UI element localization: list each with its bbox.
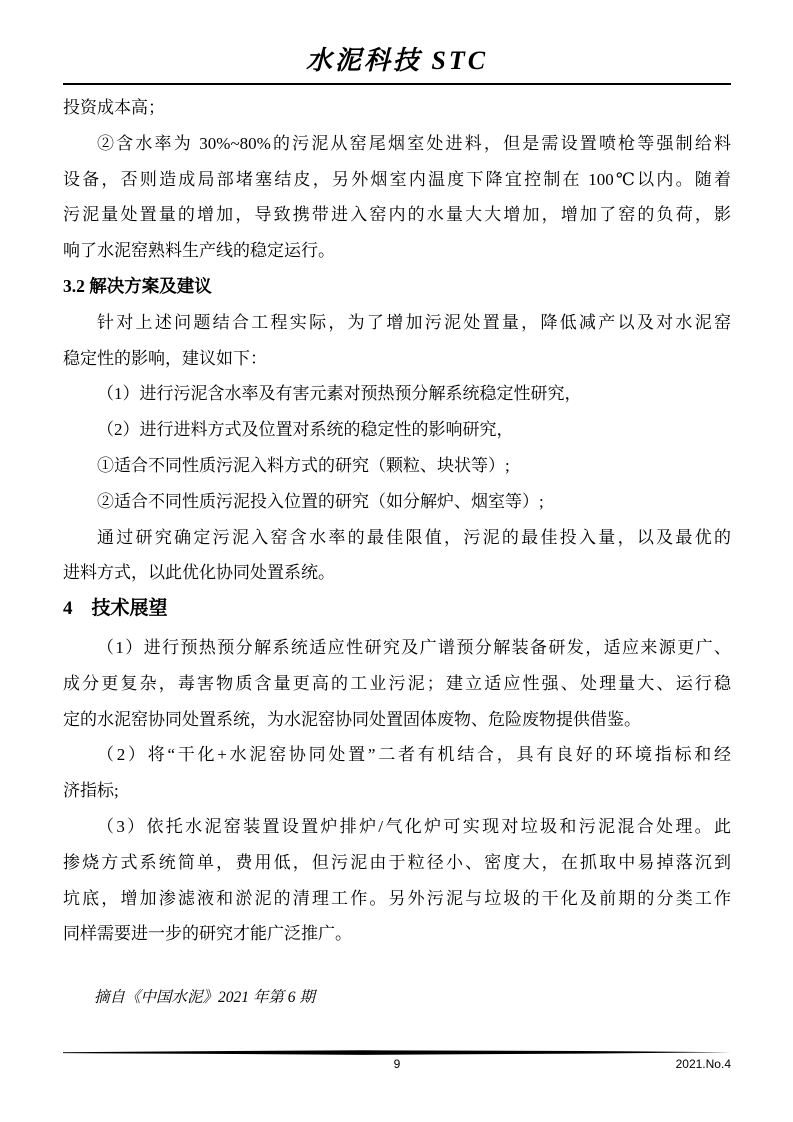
paragraph xyxy=(63,305,731,377)
text-line: ②含水率为 30%~80%的污泥从窑尾烟室处进料，但是需设置喷枪等强制给料 xyxy=(97,133,731,153)
page-number: 9 xyxy=(393,1057,401,1071)
text-line: 污泥量处置量的增加，导致携带进入窑内的水量大大增加，增加了窑的负荷，影 xyxy=(63,205,731,225)
page-footer xyxy=(63,1050,731,1074)
page-header xyxy=(0,0,793,85)
text-line: 3.2 解决方案及建议 xyxy=(63,275,212,296)
text-line: 摘自《中国水泥》2021 年第 6 期 xyxy=(94,989,315,1007)
text-line: 成分更复杂，毒害物质含量更高的工业污泥；建立适应性强、处理量大、运行稳 xyxy=(63,673,731,693)
footer-row xyxy=(63,1056,731,1074)
paragraph xyxy=(63,520,731,592)
journal-title: 水泥科技 STC xyxy=(305,46,489,75)
paragraph xyxy=(63,484,731,520)
paragraph xyxy=(63,412,731,448)
section-heading xyxy=(63,591,731,627)
text-line: 掺烧方式系统简单，费用低，但污泥由于粒径小、密度大，在抓取中易掉落沉到 xyxy=(63,852,731,872)
issue-label: 2021.No.4 xyxy=(675,1057,731,1071)
text-line: （2）将“干化+水泥窑协同处置”二者有机结合，具有良好的环境指标和经 xyxy=(97,745,731,765)
document-body xyxy=(0,85,793,1016)
text-line: 稳定性的影响，建议如下： xyxy=(63,348,267,368)
text-line: ②适合不同性质污泥投入位置的研究（如分解炉、烟室等）; xyxy=(97,491,544,511)
paragraph xyxy=(63,90,731,126)
source-note xyxy=(63,980,731,1016)
text-line: ①适合不同性质污泥入料方式的研究（颗粒、块状等）; xyxy=(97,455,510,475)
text-line: 设备，否则造成局部堵塞结皮，另外烟室内温度下降宜控制在 100℃以内。随着 xyxy=(63,169,731,189)
text-line: 投资成本高； xyxy=(63,98,165,117)
paragraph xyxy=(63,737,731,809)
paragraph xyxy=(63,630,731,737)
paragraph xyxy=(63,809,731,952)
text-line: （2）进行进料方式及位置对系统的稳定性的影响研究， xyxy=(97,420,514,440)
text-line: （1）进行预热预分解系统适应性研究及广谱预分解装备研发，适应来源更广、 xyxy=(97,637,731,657)
text-line: 针对上述问题结合工程实际，为了增加污泥处置量，降低减产以及对水泥窑 xyxy=(97,312,731,332)
text-line: 同样需要进一步的研究才能广泛推广。 xyxy=(63,924,352,944)
text-line: 定的水泥窑协同处置系统，为水泥窑协同处置固体废物、危险废物提供借鉴。 xyxy=(63,709,641,729)
text-line: 响了水泥窑熟料生产线的稳定运行。 xyxy=(63,241,335,261)
text-line: 济指标; xyxy=(63,781,119,801)
paragraph xyxy=(63,448,731,484)
text-line: 4 技术展望 xyxy=(63,598,168,620)
paragraph xyxy=(63,126,731,269)
paragraph xyxy=(63,376,731,412)
text-line: 进料方式，以此优化协同处置系统。 xyxy=(63,563,335,583)
text-line: 通过研究确定污泥入窑含水率的最佳限值，污泥的最佳投入量，以及最优的 xyxy=(97,527,731,547)
text-line: （3）依托水泥窑装置设置炉排炉/气化炉可实现对垃圾和污泥混合处理。此 xyxy=(97,816,731,836)
text-line: （1）进行污泥含水率及有害元素对预热预分解系统稳定性研究， xyxy=(97,384,582,404)
section-heading xyxy=(63,269,731,305)
text-line: 坑底，增加渗滤液和淤泥的清理工作。另外污泥与垃圾的干化及前期的分类工作 xyxy=(63,888,731,908)
